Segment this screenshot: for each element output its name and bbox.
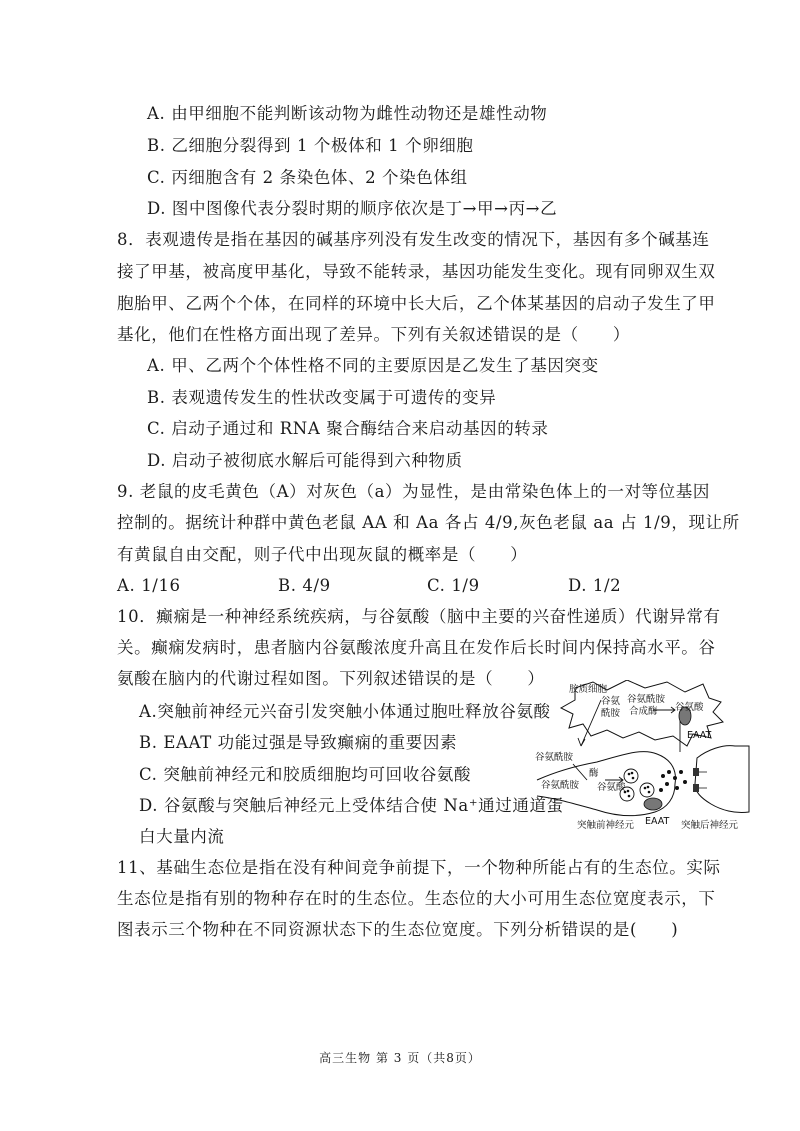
q9-option-d: D. 1/2 (568, 576, 622, 595)
q11-stem-line: 11、基础生态位是指在没有种间竞争前提下，一个物种所能占有的生态位。实际 (117, 858, 721, 877)
q8-option-a: A. 甲、乙两个个体性格不同的主要原因是乙发生了基因突变 (147, 356, 599, 375)
postsynaptic-neuron-outline (695, 746, 749, 813)
q8-stem-line: 接了甲基，被高度甲基化，导致不能转录，基因功能发生变化。现有同卵双生双 (117, 262, 716, 281)
receptor (693, 768, 699, 776)
q9-stem-line: 有黄鼠自由交配，则子代中出现灰鼠的概率是（ ） (117, 545, 528, 564)
q10-option-b: B. EAAT 功能过强是导致癫痫的重要因素 (139, 733, 458, 752)
q9-stem-line: 9. 老鼠的皮毛黄色（A）对灰色（a）为显性，是由常染色体上的一对等位基因 (117, 482, 710, 501)
q11-stem-line: 生态位是指有别的物种存在时的生态位。生态位的大小可用生态位宽度表示，下 (117, 889, 716, 908)
diagram-label-synthase: 合成酶 (629, 706, 658, 717)
receptor (693, 784, 699, 792)
q10-stem-line: 关。癫痫发病时，患者脑内谷氨酸浓度升高且在发作后长时间内保持高水平。谷 (117, 638, 716, 657)
q9-option-b: B. 4/9 (278, 576, 331, 595)
q8-stem-line: 8．表观遗传是指在基因的碱基序列没有发生改变的情况下，基因有多个碱基连 (117, 230, 710, 249)
q8-option-d: D. 启动子被彻底水解后可能得到六种物质 (147, 451, 463, 470)
page-footer: 高三生物 第 3 页（共8页） (319, 1051, 481, 1065)
diagram-label-eaat-top: EAAT (687, 730, 712, 741)
q10-stem-line: 10．癫痫是一种神经系统疾病，与谷氨酸（脑中主要的兴奋性递质）代谢异常有 (117, 607, 721, 626)
diagram-label-glu2: 谷氨酸 (675, 702, 704, 713)
diagram-label-pre: 突触前神经元 (577, 820, 635, 830)
diagram-label-enzyme: 酶 (589, 768, 599, 779)
q10-option-c: C. 突触前神经元和胶质细胞均可回收谷氨酸 (139, 765, 472, 784)
diagram-label-synthase: 谷氨酰胺 (627, 694, 666, 705)
diagram-label-glia: 胶质细胞 (569, 684, 608, 695)
q7-option-a: A. 由甲细胞不能判断该动物为雌性动物还是雄性动物 (147, 104, 548, 123)
diagram-label-glu: 谷氨 (601, 696, 621, 707)
q8-option-b: B. 表观遗传发生的性状改变属于可遗传的变异 (147, 388, 497, 407)
q7-option-b: B. 乙细胞分裂得到 1 个极体和 1 个卵细胞 (147, 136, 474, 155)
q10-option-d-cont: 白大量内流 (139, 827, 225, 846)
diagram-label-eaat-bottom: EAAT (645, 816, 670, 827)
diagram-label-gln-left: 谷氨酰胺 (535, 752, 574, 763)
q10-option-a: A.突触前神经元兴奋引发突触小体通过胞吐释放谷氨酸 (139, 702, 551, 721)
diagram-label-gln-inner: 谷氨酰胺 (541, 780, 580, 791)
vesicle (640, 783, 654, 797)
diagram-label-glu-inner: 谷氨酸 (597, 782, 626, 793)
q7-option-c: C. 丙细胞含有 2 条染色体、2 个染色体组 (147, 168, 468, 187)
q9-stem-line: 控制的。据统计种群中黄色老鼠 AA 和 Aa 各占 4/9,灰色老鼠 aa 占 1/9，现让所 (117, 513, 740, 532)
q9-option-a: A. 1/16 (117, 576, 181, 595)
glutamate-metabolism-diagram (535, 680, 750, 830)
q10-stem-line: 氨酸在脑内的代谢过程如图。下列叙述错误的是（ ） (117, 669, 545, 688)
diagram-label-gln: 酰胺 (601, 708, 621, 719)
eaat-transporter-presynaptic (644, 798, 662, 810)
vesicle (624, 769, 638, 783)
q11-stem-line: 图表示三个物种在不同资源状态下的生态位宽度。下列分析错误的是( ) (117, 920, 679, 939)
q8-stem-line: 胞胎甲、乙两个个体，在同样的环境中长大后，乙个体某基因的启动子发生了甲 (117, 294, 716, 313)
q10-option-d: D. 谷氨酸与突触后神经元上受体结合使 Na⁺通过通道蛋 (139, 796, 564, 815)
diagram-label-post: 突触后神经元 (681, 820, 739, 830)
q8-option-c: C. 启动子通过和 RNA 聚合酶结合来启动基因的转录 (147, 419, 549, 438)
q8-stem-line: 基化，他们在性格方面出现了差异。下列有关叙述错误的是（ ） (117, 325, 630, 344)
q7-option-d: D. 图中图像代表分裂时期的顺序依次是丁→甲→丙→乙 (147, 199, 558, 218)
q9-option-c: C. 1/9 (427, 576, 480, 595)
